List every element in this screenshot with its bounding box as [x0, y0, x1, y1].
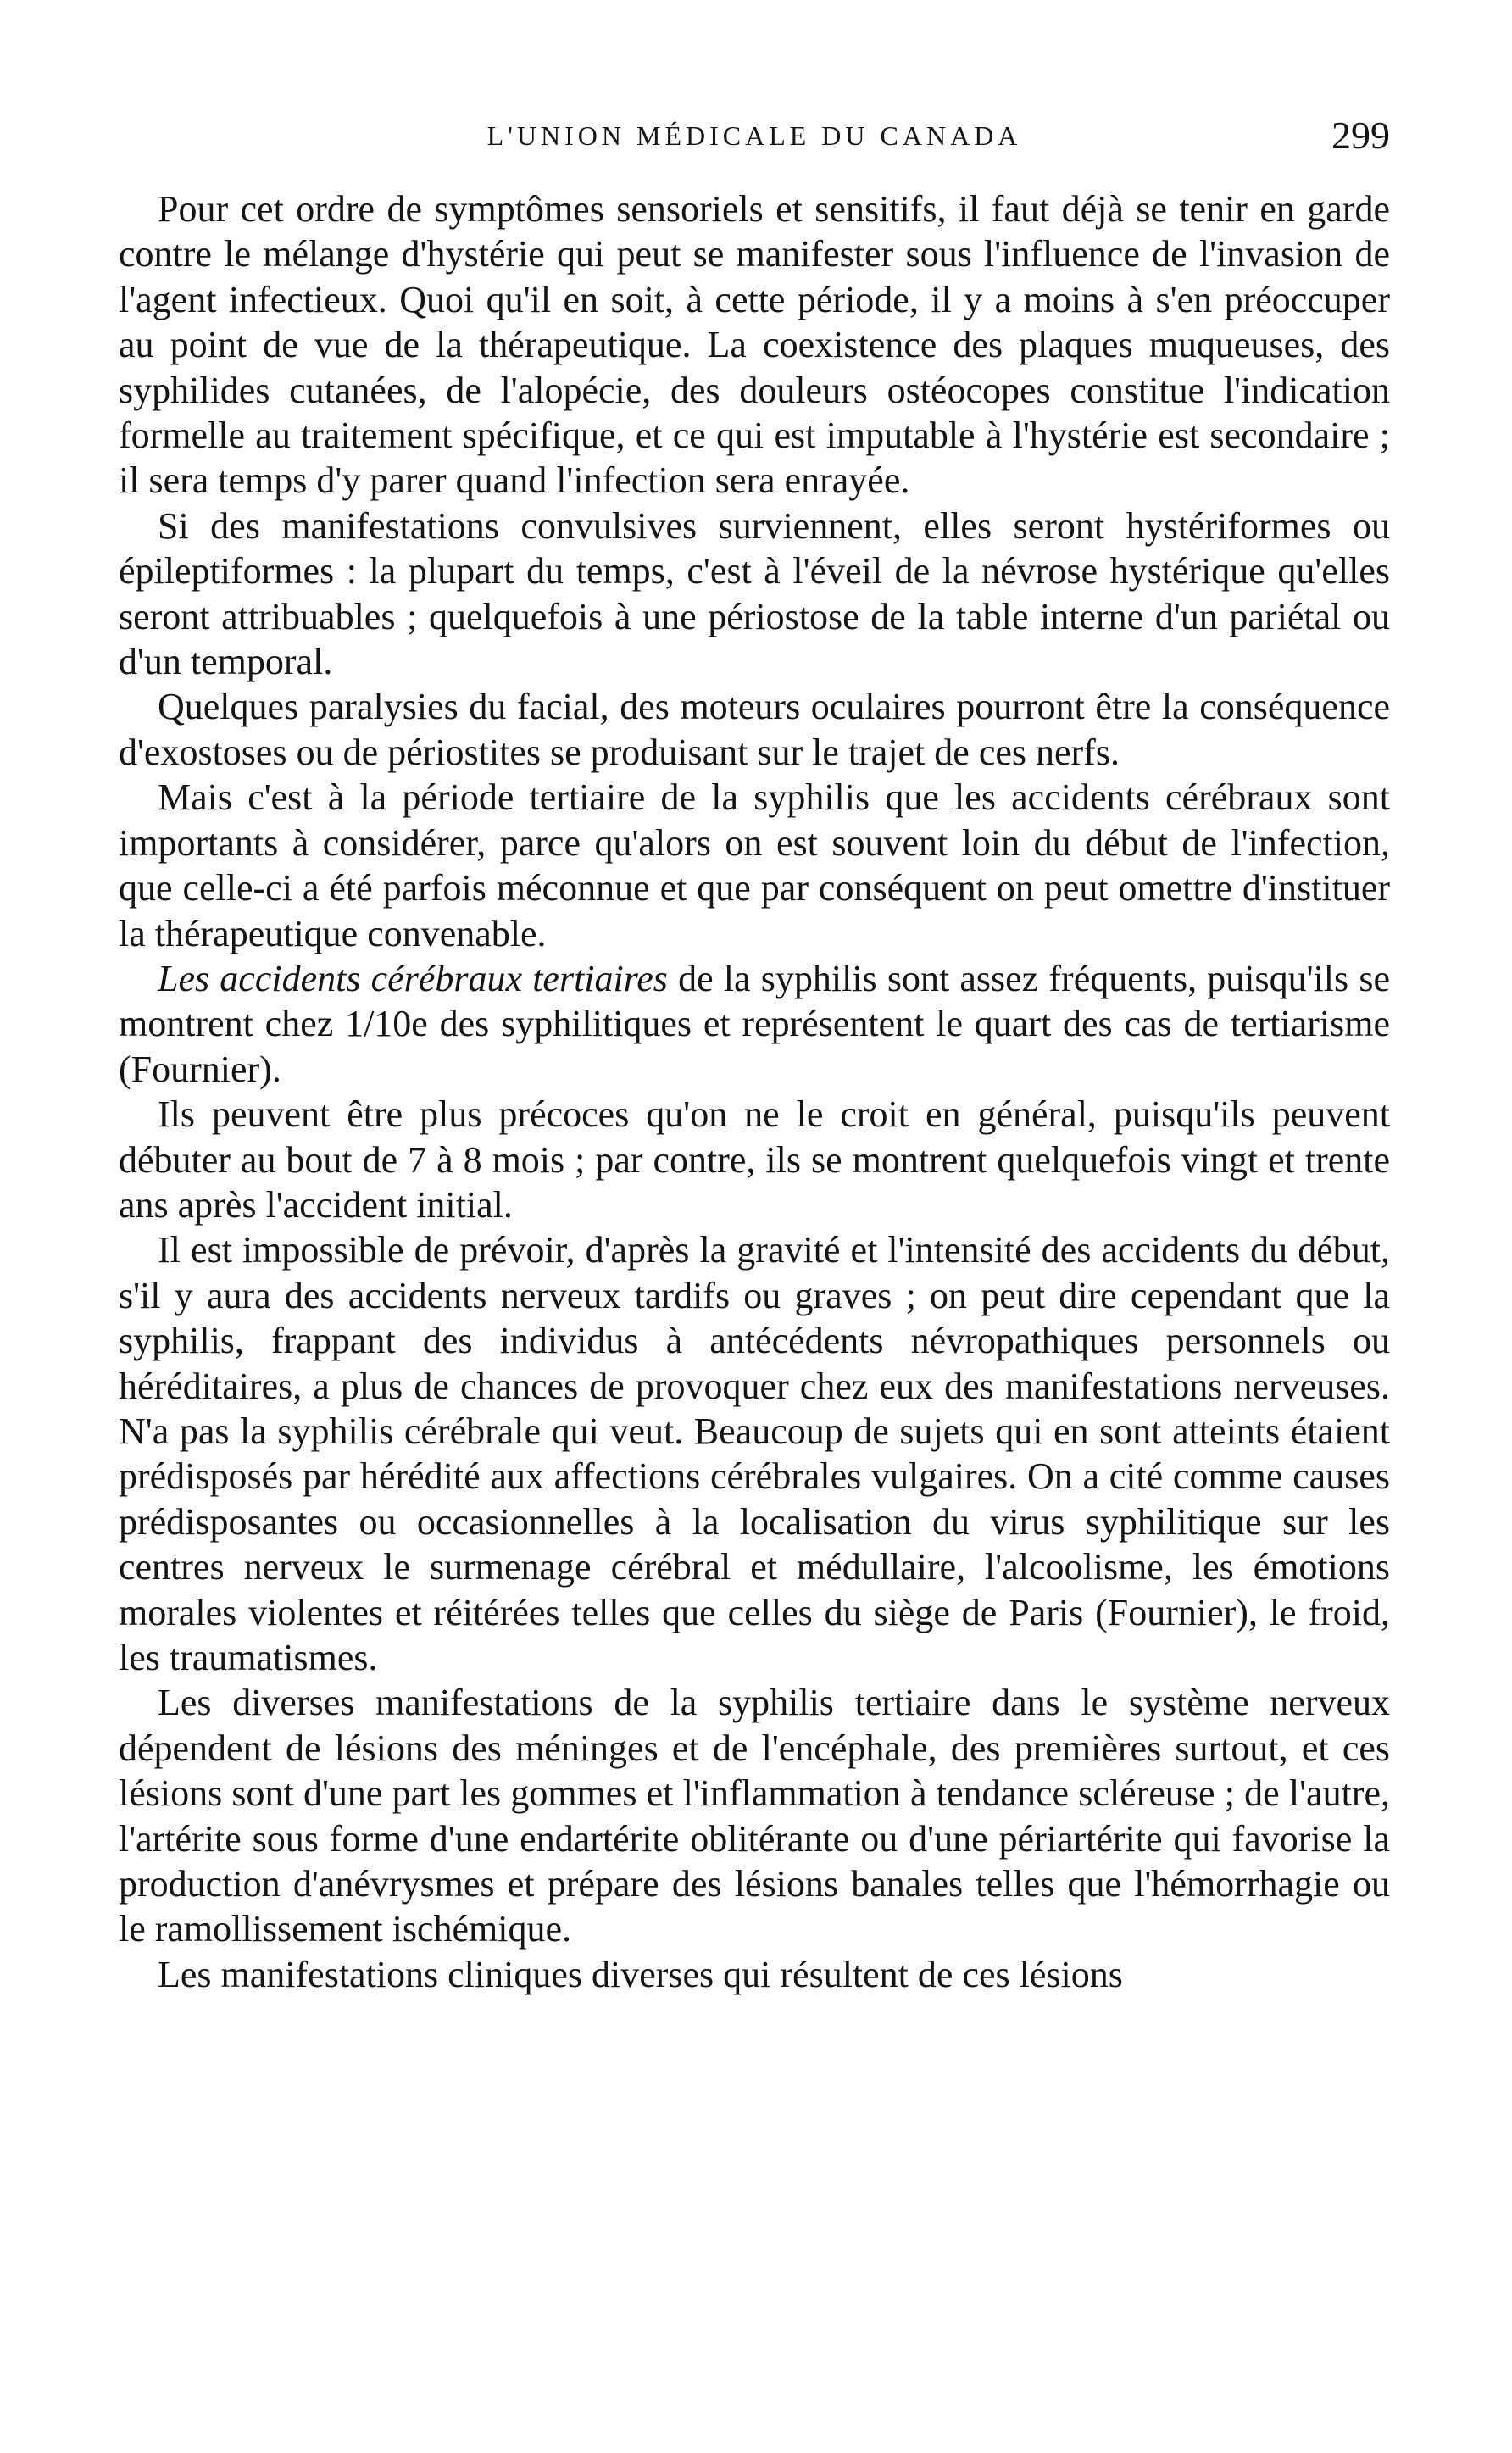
italic-lead: Les accidents cérébraux tertiaires	[158, 957, 668, 999]
page-number: 299	[1331, 114, 1390, 157]
paragraph-clinical-manifestations: Les manifestations cliniques diverses qui résultent de ces lésions	[158, 1953, 1123, 1995]
paragraph-tertiary-period: Mais c'est à la période tertiaire de la syphilis que les accidents cérébraux sont importants à considérer, parce qu'alors on est souvent loin du début de l'infection, que celle-ci a été parfois méconnue et que par conséquent on peut omettre d'instituer la thérapeutique convenable.	[119, 776, 1390, 954]
paragraph-sensory-symptoms: Pour cet ordre de symptômes sensoriels et sensitifs, il faut déjà se tenir en garde contre le mélange d'hystérie qui peut se manifester sous l'influence de l'invasion de l'agent infectieux. Quoi qu'il en soit, à cette période, il y a moins à s'en préoccuper au point de vue de la thérapeutique. La coexistence des plaques muqueuses, des syphilides cutanées, de l'alopécie, des douleurs ostéocopes constitue l'indication formelle au traitement spécifique, et ce qui est imputable à l'hystérie est secondaire ; il sera temps d'y parer quand l'infection sera enrayée.	[119, 188, 1390, 502]
body-text	[119, 186, 1390, 1997]
journal-title: L'UNION MÉDICALE DU CANADA	[486, 120, 1022, 151]
paragraph-lesions: Les diverses manifestations de la syphilis tertiaire dans le système nerveux dépendent de lésions des méninges et de l'encéphale, des premières surtout, et ces lésions sont d'une part les gommes et l'inflammation à tendance scléreuse ; de l'autre, l'artérite sous forme d'une endartérite oblitérante ou d'une périartérite qui favorise la production d'anévrysmes et prépare des lésions banales telles que l'hémorrhagie ou le ramollissement ischémique.	[119, 1682, 1390, 1950]
paragraph-convulsive-manifestations: Si des manifestations convulsives surviennent, elles seront hystériformes ou épileptiformes : la plupart du temps, c'est à l'éveil de la névrose hystérique qu'elles seront attribuables ; quelquefois à une périostose de la table interne d'un pariétal ou d'un temporal.	[119, 504, 1390, 683]
paragraph-onset-timing: Ils peuvent être plus précoces qu'on ne le croit en général, puisqu'ils peuvent débuter au bout de 7 à 8 mois ; par contre, ils se montrent quelquefois vingt et trente ans après l'accident initial.	[119, 1093, 1390, 1226]
paragraph-text: de la syphilis sont assez fréquents, puisqu'ils se montrent chez 1/10e des syphilitiques et représentent le quart des cas de tertiarisme (Fournier).	[119, 957, 1390, 1090]
running-head	[119, 110, 1390, 161]
paragraph-tertiary-accidents	[119, 956, 1390, 1092]
paragraph-predisposition: Il est impossible de prévoir, d'après la gravité et l'intensité des accidents du début, s'il y aura des accidents nerveux tardifs ou graves ; on peut dire cependant que la syphilis, frappant des individus à antécédents névropathiques personnels ou héréditaires, a plus de chances de provoquer chez eux des manifestations nerveuses. N'a pas la syphilis cérébrale qui veut. Beaucoup de sujets qui en sont atteints étaient prédisposés par hérédité aux affections cérébrales vulgaires. On a cité comme causes prédisposantes ou occasionnelles à la localisation du virus syphilitique sur les centres nerveux le surmenage cérébral et médullaire, l'alcoolisme, les émotions morales violentes et réitérées telles que celles du siège de Paris (Fournier), le froid, les traumatismes.	[119, 1229, 1390, 1678]
paragraph-paralyses: Quelques paralysies du facial, des moteurs oculaires pourront être la conséquence d'exostoses ou de périostites se produisant sur le trajet de ces nerfs.	[119, 686, 1390, 773]
